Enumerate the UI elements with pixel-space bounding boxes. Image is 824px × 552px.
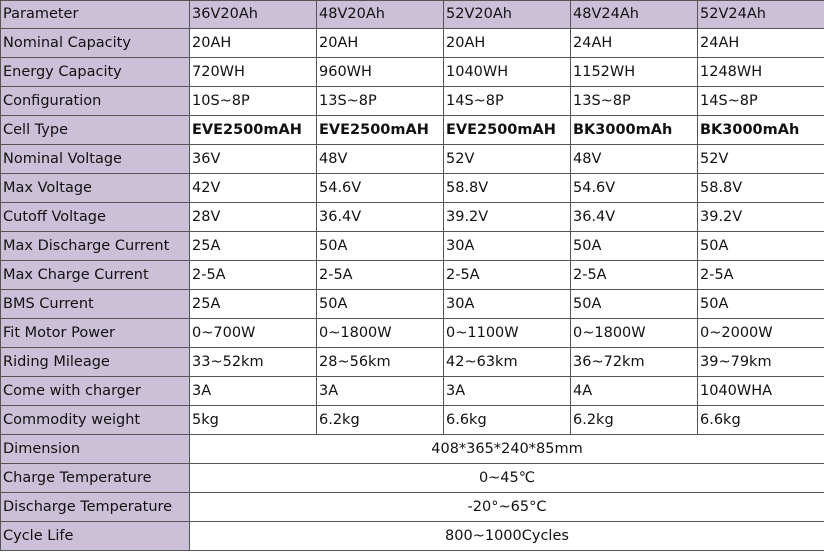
table-cell: 2-5A bbox=[190, 261, 317, 290]
table-cell: 52V bbox=[444, 145, 571, 174]
table-cell: 25A bbox=[190, 290, 317, 319]
model-header: 52V24Ah bbox=[698, 1, 824, 29]
model-header: 48V20Ah bbox=[317, 1, 444, 29]
row-label: Cycle Life bbox=[1, 522, 190, 551]
row-label: Energy Capacity bbox=[1, 58, 190, 87]
table-cell: 39.2V bbox=[444, 203, 571, 232]
table-cell: 5kg bbox=[190, 406, 317, 435]
table-cell: 33~52km bbox=[190, 348, 317, 377]
table-cell: 6.2kg bbox=[571, 406, 698, 435]
table-cell: 50A bbox=[698, 290, 824, 319]
table-cell: 13S~8P bbox=[571, 87, 698, 116]
shared-value-cell: 800~1000Cycles bbox=[190, 522, 824, 551]
table-cell: 13S~8P bbox=[317, 87, 444, 116]
table-row bbox=[1, 464, 824, 493]
table-cell: 30A bbox=[444, 290, 571, 319]
table-row bbox=[1, 87, 824, 116]
table-cell: 960WH bbox=[317, 58, 444, 87]
table-cell: 36V bbox=[190, 145, 317, 174]
shared-value-cell: 0~45℃ bbox=[190, 464, 824, 493]
table-cell: 2-5A bbox=[698, 261, 824, 290]
table-cell: 720WH bbox=[190, 58, 317, 87]
row-label: BMS Current bbox=[1, 290, 190, 319]
row-label: Max Voltage bbox=[1, 174, 190, 203]
model-header: 48V24Ah bbox=[571, 1, 698, 29]
shared-value-cell: 408*365*240*85mm bbox=[190, 435, 824, 464]
table-cell: 3A bbox=[317, 377, 444, 406]
table-cell: 0~2000W bbox=[698, 319, 824, 348]
table-row bbox=[1, 116, 824, 145]
row-label: Nominal Capacity bbox=[1, 29, 190, 58]
table-cell: 30A bbox=[444, 232, 571, 261]
table-row bbox=[1, 203, 824, 232]
table-cell: 58.8V bbox=[444, 174, 571, 203]
table-cell: 24AH bbox=[571, 29, 698, 58]
table-row bbox=[1, 522, 824, 551]
spec-table-body bbox=[1, 1, 824, 551]
table-cell: 1248WH bbox=[698, 58, 824, 87]
table-cell: 1152WH bbox=[571, 58, 698, 87]
table-row bbox=[1, 29, 824, 58]
table-cell: 42~63km bbox=[444, 348, 571, 377]
table-row bbox=[1, 58, 824, 87]
table-cell: EVE2500mAH bbox=[317, 116, 444, 145]
table-cell: 1040WHA bbox=[698, 377, 824, 406]
table-cell: 36.4V bbox=[571, 203, 698, 232]
row-label: Discharge Temperature bbox=[1, 493, 190, 522]
table-cell: 20AH bbox=[190, 29, 317, 58]
table-cell: EVE2500mAH bbox=[444, 116, 571, 145]
table-cell: 20AH bbox=[317, 29, 444, 58]
row-label: Cutoff Voltage bbox=[1, 203, 190, 232]
row-label: Fit Motor Power bbox=[1, 319, 190, 348]
row-label: Max Discharge Current bbox=[1, 232, 190, 261]
table-cell: 6.6kg bbox=[444, 406, 571, 435]
table-cell: BK3000mAh bbox=[571, 116, 698, 145]
table-row bbox=[1, 261, 824, 290]
table-cell: 2-5A bbox=[444, 261, 571, 290]
table-cell: 50A bbox=[571, 232, 698, 261]
table-cell: 28~56km bbox=[317, 348, 444, 377]
table-row bbox=[1, 377, 824, 406]
table-row bbox=[1, 174, 824, 203]
table-row bbox=[1, 145, 824, 174]
table-cell: 54.6V bbox=[571, 174, 698, 203]
table-cell: 48V bbox=[317, 145, 444, 174]
table-cell: 2-5A bbox=[571, 261, 698, 290]
table-cell: 36.4V bbox=[317, 203, 444, 232]
row-label: Commodity weight bbox=[1, 406, 190, 435]
table-cell: 20AH bbox=[444, 29, 571, 58]
row-label: Configuration bbox=[1, 87, 190, 116]
table-cell: 2-5A bbox=[317, 261, 444, 290]
table-row bbox=[1, 435, 824, 464]
table-row bbox=[1, 319, 824, 348]
row-label: Charge Temperature bbox=[1, 464, 190, 493]
table-row bbox=[1, 348, 824, 377]
model-header: 36V20Ah bbox=[190, 1, 317, 29]
table-cell: 0~1800W bbox=[317, 319, 444, 348]
table-row bbox=[1, 232, 824, 261]
table-cell: 42V bbox=[190, 174, 317, 203]
table-row bbox=[1, 406, 824, 435]
table-cell: 52V bbox=[698, 145, 824, 174]
table-cell: 3A bbox=[444, 377, 571, 406]
row-label: Come with charger bbox=[1, 377, 190, 406]
table-cell: 54.6V bbox=[317, 174, 444, 203]
parameter-header: Parameter bbox=[1, 1, 190, 29]
table-cell: 25A bbox=[190, 232, 317, 261]
table-cell: 14S~8P bbox=[444, 87, 571, 116]
table-cell: 39.2V bbox=[698, 203, 824, 232]
table-cell: 6.2kg bbox=[317, 406, 444, 435]
table-cell: 50A bbox=[698, 232, 824, 261]
table-cell: 0~700W bbox=[190, 319, 317, 348]
table-cell: 6.6kg bbox=[698, 406, 824, 435]
table-cell: 24AH bbox=[698, 29, 824, 58]
table-cell: 4A bbox=[571, 377, 698, 406]
row-label: Cell Type bbox=[1, 116, 190, 145]
table-cell: 1040WH bbox=[444, 58, 571, 87]
table-cell: 36~72km bbox=[571, 348, 698, 377]
table-cell: 0~1800W bbox=[571, 319, 698, 348]
table-row bbox=[1, 493, 824, 522]
row-label: Max Charge Current bbox=[1, 261, 190, 290]
shared-value-cell: -20°~65°C bbox=[190, 493, 824, 522]
header-row bbox=[1, 1, 824, 29]
row-label: Nominal Voltage bbox=[1, 145, 190, 174]
table-cell: BK3000mAh bbox=[698, 116, 824, 145]
table-cell: 10S~8P bbox=[190, 87, 317, 116]
table-cell: 48V bbox=[571, 145, 698, 174]
model-header: 52V20Ah bbox=[444, 1, 571, 29]
row-label: Riding Mileage bbox=[1, 348, 190, 377]
table-cell: 58.8V bbox=[698, 174, 824, 203]
table-cell: 0~1100W bbox=[444, 319, 571, 348]
table-cell: 50A bbox=[317, 232, 444, 261]
table-cell: EVE2500mAH bbox=[190, 116, 317, 145]
table-cell: 50A bbox=[317, 290, 444, 319]
row-label: Dimension bbox=[1, 435, 190, 464]
table-cell: 14S~8P bbox=[698, 87, 824, 116]
table-row bbox=[1, 290, 824, 319]
table-cell: 28V bbox=[190, 203, 317, 232]
table-cell: 3A bbox=[190, 377, 317, 406]
table-cell: 50A bbox=[571, 290, 698, 319]
table-cell: 39~79km bbox=[698, 348, 824, 377]
